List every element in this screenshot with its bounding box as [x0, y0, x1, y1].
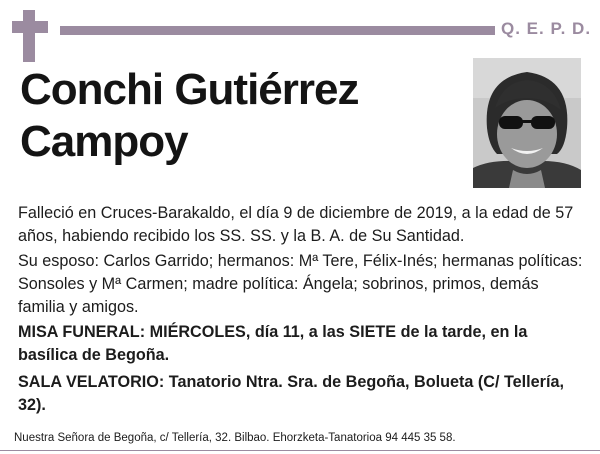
portrait-photo: [473, 58, 581, 188]
qepd-label: Q. E. P. D.: [501, 19, 592, 38]
deceased-name: [20, 64, 460, 168]
name-line-1: Conchi Gutiérrez: [20, 65, 359, 114]
funeral-paragraph: MISA FUNERAL: MIÉRCOLES, día 11, a las SIETE de la tarde, en la basílica de Begoña.: [18, 323, 528, 364]
bottom-rule: [0, 450, 600, 451]
death-paragraph: Falleció en Cruces-Barakaldo, el día 9 de diciembre de 2019, a la edad de 57 años, habiendo recibido los SS. SS. y la B. A. de Su Santidad.: [18, 204, 574, 245]
wake-paragraph: SALA VELATORIO: Tanatorio Ntra. Sra. de Begoña, Bolueta (C/ Tellería, 32).: [18, 373, 564, 414]
cross-icon: [23, 10, 35, 62]
header-rule: [60, 26, 495, 35]
family-paragraph: Su esposo: Carlos Garrido; hermanos: Mª Tere, Félix-Inés; hermanas políticas: Sonsoles y Mª Carmen; madre política: Ángela; sobrinos, primos, demás familia y amigos.: [18, 252, 583, 316]
footer-text: Nuestra Señora de Begoña, c/ Tellería, 32. Bilbao. Ehorzketa-Tanatorioa 94 445 35 58.: [14, 432, 456, 444]
name-line-2: Campoy: [20, 117, 188, 166]
cross-icon-bar: [12, 21, 48, 33]
